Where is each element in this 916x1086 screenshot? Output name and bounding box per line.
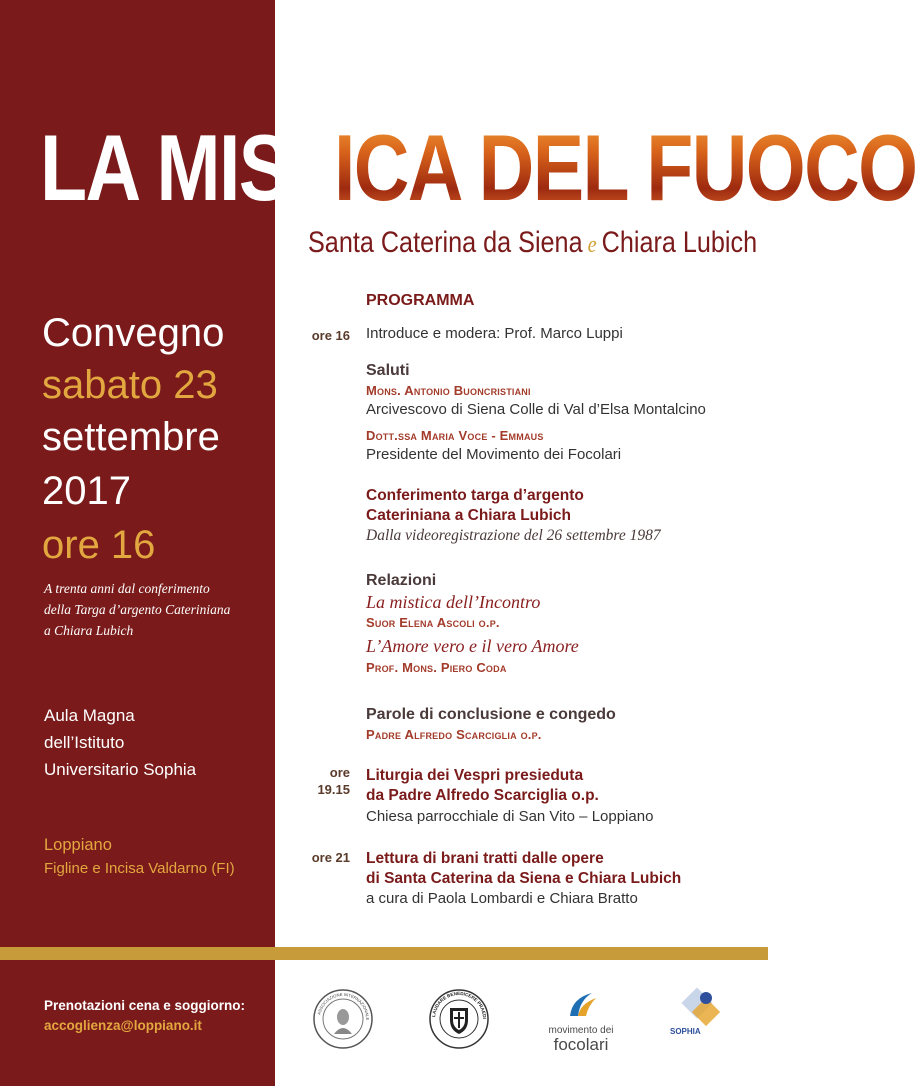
focolari-logo [566,990,600,1025]
lettura-note: a cura di Paola Lombardi e Chiara Bratto [366,890,638,907]
saluti-name-1: Mons. Antonio Buoncristiani [366,383,531,398]
relazioni-heading: Relazioni [366,572,437,589]
time-label: ore [329,765,350,780]
venue [44,702,196,783]
caterinati-logo-text: ASSOCIAZIONE INTERNAZIONALE [316,991,371,1021]
saluti-role-1: Arcivescovo di Siena Colle di Val d’Elsa Montalcino [366,401,706,418]
focolari-small-text: movimento dei [548,1025,614,1036]
dominican-logo [428,988,490,1055]
conclusione-speaker: Padre Alfredo Scarciglia o.p. [366,727,542,742]
event-note-line: a Chiara Lubich [44,623,134,638]
relazione-speaker-1: Suor Elena Ascoli o.p. [366,615,500,630]
sophia-logo-text: SOPHIA [670,1027,701,1036]
booking-info [44,996,245,1036]
focolari-logo-svg [566,990,600,1020]
venue-line: Aula Magna [44,706,135,725]
event-date-month: settembre [42,415,220,459]
booking-email[interactable]: accoglienza@loppiano.it [44,1018,202,1033]
sophia-logo [666,988,730,1045]
title-part-white: LA MIST [40,115,334,220]
subtitle-conj: e [587,232,597,258]
venue-line: Universitario Sophia [44,760,197,779]
relazione-speaker-2: Prof. Mons. Piero Coda [366,660,507,675]
dominican-logo-text: LAUDARE BENEDICERE PRAEDI [431,990,488,1019]
poster-subtitle [308,226,757,260]
subtitle-part2: Chiara Lubich [601,226,758,259]
time-ore-19-15 [308,764,350,798]
dominican-logo-svg [428,988,490,1050]
focolari-text [548,1025,614,1054]
event-note-line: A trenta anni dal conferimento [44,581,210,596]
saluti-role-2: Presidente del Movimento dei Focolari [366,446,622,463]
programma-heading: PROGRAMMA [366,292,475,309]
vespri-line-2: da Padre Alfredo Scarciglia o.p. [366,787,599,804]
event-date-year: 2017 [42,469,131,513]
event-time: ore 16 [42,523,156,567]
time-ore-16: ore 16 [311,328,350,343]
lettura-line-2: di Santa Caterina da Siena e Chiara Lubich [366,870,682,887]
sophia-logo-svg [666,988,730,1040]
booking-label: Prenotazioni cena e soggiorno: [44,998,246,1013]
event-note [44,578,264,641]
event-note-line: della Targa d’argento Cateriniana [44,602,231,617]
caterinati-logo-svg [312,988,374,1050]
venue-line: dell’Istituto [44,733,125,752]
conclusione-heading: Parole di conclusione e congedo [366,706,616,723]
title-part-fire: ICA DEL FUOCO [333,115,916,220]
time-ore-21: ore 21 [311,850,350,865]
intro-text: Introduce e modera: Prof. Marco Luppi [366,325,623,342]
relazione-title-1: La mistica dell’Incontro [366,592,541,612]
caterinati-logo [312,988,374,1055]
footer-band [0,947,768,960]
vespri-line-1: Liturgia dei Vespri presieduta [366,767,584,784]
venue-region: Figline e Incisa Valdarno (FI) [44,860,235,877]
saluti-heading: Saluti [366,362,410,379]
venue-location [44,834,235,880]
poster-title [40,115,916,220]
conferimento-line-2: Cateriniana a Chiara Lubich [366,507,571,524]
saluti-name-2: Dott.ssa Maria Voce - Emmaus [366,428,544,443]
time-value: 19.15 [317,782,350,797]
conferimento-line-1: Conferimento targa d’argento [366,487,584,504]
event-date-day: sabato 23 [42,363,218,407]
subtitle-part1: Santa Caterina da Siena [308,226,583,259]
event-type: Convegno [42,311,225,355]
relazione-title-2: L’Amore vero e il vero Amore [366,636,579,656]
conferimento-note: Dalla videoregistrazione del 26 settembre 1987 [366,527,661,544]
focolari-big-text: focolari [553,1035,609,1054]
vespri-place: Chiesa parrocchiale di San Vito – Loppiano [366,808,654,825]
lettura-line-1: Lettura di brani tratti dalle opere [366,850,604,867]
venue-town: Loppiano [44,836,112,854]
